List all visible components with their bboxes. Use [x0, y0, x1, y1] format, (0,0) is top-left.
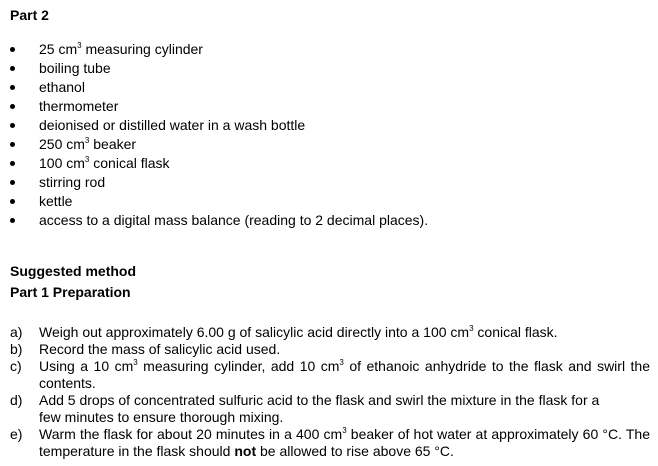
equipment-list: [0, 40, 428, 230]
method-step: d) Add 5 drops of concentrated sulfuric acid to the flask and swirl the mixture in the flask for a few minutes to ensure thorough mixing.: [10, 392, 600, 425]
bullet-icon: [10, 104, 15, 109]
list-item: ethanol: [0, 78, 428, 97]
bullet-icon: [10, 47, 15, 52]
bullet-icon: [10, 142, 15, 147]
bullet-icon: [10, 180, 15, 185]
method-steps-list: [0, 324, 650, 460]
list-item: kettle: [0, 192, 428, 211]
method-step: c) Using a 10 $cm^3$ measuring cylinder, add 10 $cm^3$ of ethanoic anhydride to the flask and swirl the contents.: [10, 358, 651, 391]
method-step: e) Warm the flask for about 20 minutes in a 400 $cm^3$ beaker of hot water at approximately 60 °C. The temperature in the flask should not be allowed to rise above 65 °C.: [10, 426, 650, 459]
list-item: stirring rod: [0, 173, 428, 192]
method-step: a) Weigh out approximately 6.00 g of salicylic acid directly into a 100 $cm^3$ conical flask.: [10, 324, 558, 340]
list-item: 250 $cm^3$ beaker: [0, 135, 428, 154]
suggested-method-heading: Suggested method: [10, 263, 137, 279]
bullet-icon: [10, 123, 15, 128]
part-1-preparation-heading: Part 1 Preparation: [10, 284, 131, 300]
bullet-icon: [10, 66, 15, 71]
method-step: b) Record the mass of salicylic acid used.: [10, 341, 281, 357]
list-item: boiling tube: [0, 59, 428, 78]
list-item: 100 $cm^3$ conical flask: [0, 154, 428, 173]
bullet-icon: [10, 161, 15, 166]
bullet-icon: [10, 218, 15, 223]
list-item: thermometer: [0, 97, 428, 116]
list-item: deionised or distilled water in a wash bottle: [0, 116, 428, 135]
list-item: 25 $cm^3$ measuring cylinder: [0, 40, 428, 59]
list-item: access to a digital mass balance (reading to 2 decimal places).: [0, 211, 428, 230]
bullet-icon: [10, 85, 15, 90]
emphasis-not: not: [234, 443, 257, 459]
part-2-heading: Part 2: [10, 7, 49, 23]
bullet-icon: [10, 199, 15, 204]
